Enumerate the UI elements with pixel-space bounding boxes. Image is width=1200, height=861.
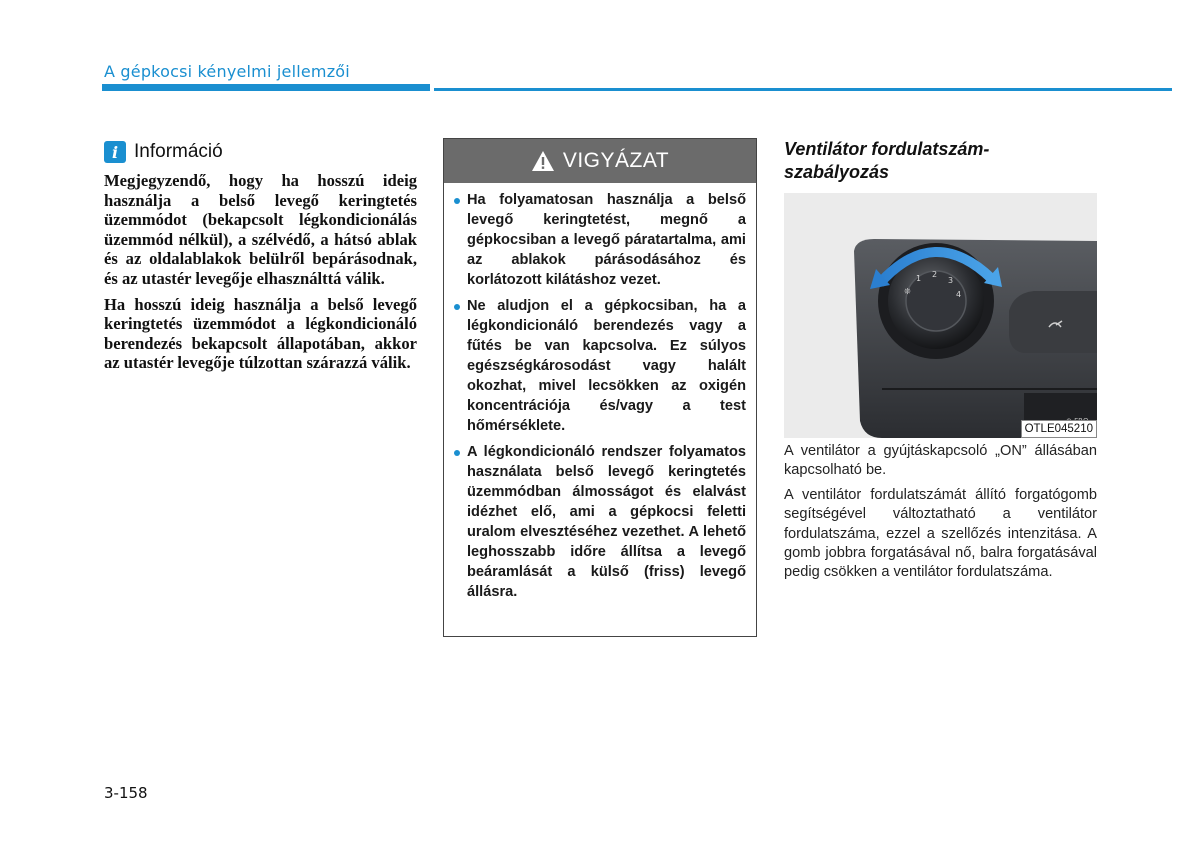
bullet-icon — [454, 304, 460, 310]
caution-item: Ha folyamatosan használja a belső levegő keringtetést, megnő a gépkocsiban a levegő páratartalma, ami az ablakok párásodásához és korlátozott kilátáshoz vezet. — [454, 190, 746, 290]
knob-label: 3 — [948, 276, 954, 285]
page-number: 3-158 — [104, 784, 148, 802]
body-paragraph: A ventilátor a gyújtáskapcsoló „ON” állásában kapcsolható be. — [784, 443, 1097, 479]
warning-triangle-icon — [531, 150, 555, 172]
knob-label: 4 — [956, 290, 962, 299]
fan-knob-illustration — [784, 193, 1097, 438]
info-paragraph: Ha hosszú ideig használja a belső levegő keringtetés üzemmódot a légkondicionáló berendezés bekapcsolt állapotában, akkor az utastér levegője túlzottan szárazzá válik. — [104, 294, 417, 373]
info-icon: i — [104, 141, 126, 163]
fan-knob-photo — [784, 193, 1097, 438]
caution-item: A légkondicionáló rendszer folyamatos használata belső levegő keringtetés üzemmódban álmosságot és elalvást idézhet elő, ami a gépkocsi feletti uralom elvesztéséhez vezethet. A lehető leghosszabb időre állítsa a levegő beáramlását a külső (friss) levegő állásra. — [454, 442, 746, 602]
bullet-icon — [454, 198, 460, 204]
bullet-icon — [454, 450, 460, 456]
caution-item: Ne aludjon el a gépkocsiban, ha a légkondicionáló berendezés vagy a fűtés be van kapcsolva. Ez súlyos egészségkárosodást vagy halált okozhat, mivel lecsökken az oxigén koncentrációja és/vagy a test hőmérséklete. — [454, 296, 746, 436]
image-code: OTLE045210 — [1021, 420, 1097, 438]
caution-list — [444, 183, 756, 602]
body-paragraph: A ventilátor fordulatszámát állító forgatógomb segítségével változtatható a ventilátor fordulatszáma, ezzel a szellőzés intenzitása. A gomb jobbra forgatásával nő, balra forgatásával pedig csökken a ventilátor fordulatszáma. — [784, 486, 1097, 581]
info-heading — [104, 140, 223, 164]
info-body — [104, 171, 417, 379]
fan-section-title: Ventilátor fordulatszám- szabályozás — [784, 139, 990, 182]
caution-title: VIGYÁZAT — [562, 149, 670, 172]
fan-section-body — [784, 442, 1097, 588]
info-title: Információ — [134, 141, 223, 162]
knob-label: 1 — [916, 274, 922, 283]
header-bar-thin — [434, 88, 1172, 91]
caution-box — [443, 138, 757, 637]
knob-fan-icon: ❊ — [904, 287, 911, 296]
header-bar-thick — [102, 84, 430, 91]
section-header-title: A gépkocsi kényelmi jellemzői — [104, 62, 350, 81]
knob-label: 2 — [932, 270, 938, 279]
caution-header — [444, 139, 756, 183]
info-paragraph: Megjegyzendő, hogy ha hosszú ideig használja a belső levegő keringtetés üzemmódot (bekapcsolt légkondicionálás üzemmód nélkül), a szélvédő, a hátsó ablak és az oldalablakok belülről bepárásodnak, és az utastér levegője elhasználttá válik. — [104, 171, 417, 288]
